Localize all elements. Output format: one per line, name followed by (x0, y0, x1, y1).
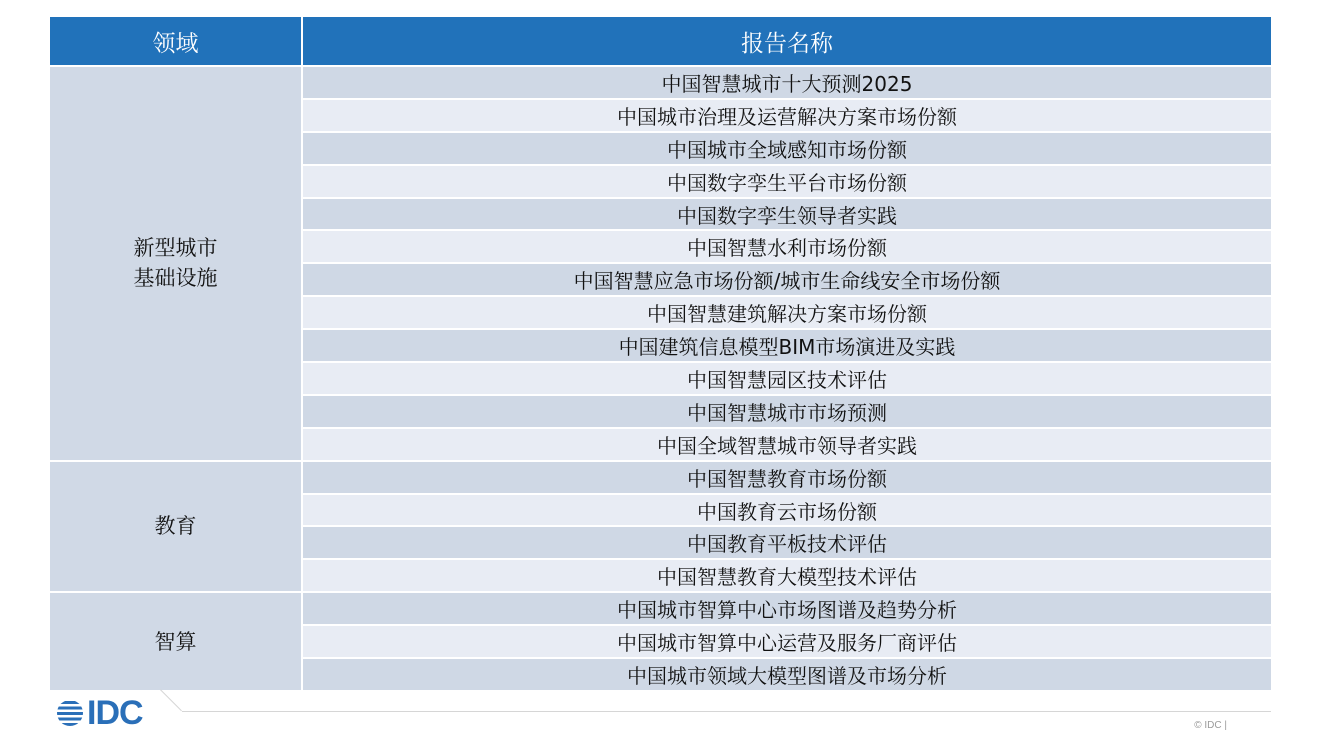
report-name-cell: 中国建筑信息模型BIM市场演进及实践 (303, 328, 1271, 361)
report-name-cell: 中国教育平板技术评估 (303, 525, 1271, 558)
report-name-cell: 中国教育云市场份额 (303, 493, 1271, 526)
category-cell (50, 591, 303, 690)
idc-logo (55, 694, 143, 732)
report-name-cell: 中国智慧园区技术评估 (303, 361, 1271, 394)
report-name-cell: 中国智慧教育市场份额 (303, 460, 1271, 493)
report-name-cell: 中国城市治理及运营解决方案市场份额 (303, 98, 1271, 131)
category-cell (50, 460, 303, 592)
idc-logo-text: IDC (87, 694, 143, 732)
footer-divider (182, 711, 1271, 712)
report-name-cell: 中国城市智算中心市场图谱及趋势分析 (303, 591, 1271, 624)
header-report-name: 报告名称 (303, 17, 1271, 65)
report-name-cell: 中国数字孪生领导者实践 (303, 197, 1271, 230)
report-name-cell: 中国智慧教育大模型技术评估 (303, 558, 1271, 591)
report-table (50, 17, 1271, 690)
report-grid (50, 17, 1271, 690)
report-name-cell: 中国全域智慧城市领导者实践 (303, 427, 1271, 460)
footer-divider-slant (160, 689, 182, 711)
report-name-cell: 中国智慧城市十大预测2025 (303, 65, 1271, 98)
report-name-cell: 中国智慧水利市场份额 (303, 229, 1271, 262)
report-name-cell: 中国智慧建筑解决方案市场份额 (303, 295, 1271, 328)
idc-globe-icon (55, 698, 85, 728)
category-label: 智算 (154, 629, 197, 654)
header-domain: 领域 (50, 17, 303, 65)
report-name-cell: 中国智慧应急市场份额/城市生命线安全市场份额 (303, 262, 1271, 295)
category-cell (50, 65, 303, 460)
category-label: 教育 (154, 514, 197, 539)
category-label: 新型城市 基础设施 (133, 236, 218, 291)
report-name-cell: 中国城市智算中心运营及服务厂商评估 (303, 624, 1271, 657)
report-name-cell: 中国城市全域感知市场份额 (303, 131, 1271, 164)
report-name-cell: 中国城市领域大模型图谱及市场分析 (303, 657, 1271, 690)
copyright-text: © IDC | (1194, 720, 1227, 731)
report-name-cell: 中国智慧城市市场预测 (303, 394, 1271, 427)
report-name-cell: 中国数字孪生平台市场份额 (303, 164, 1271, 197)
